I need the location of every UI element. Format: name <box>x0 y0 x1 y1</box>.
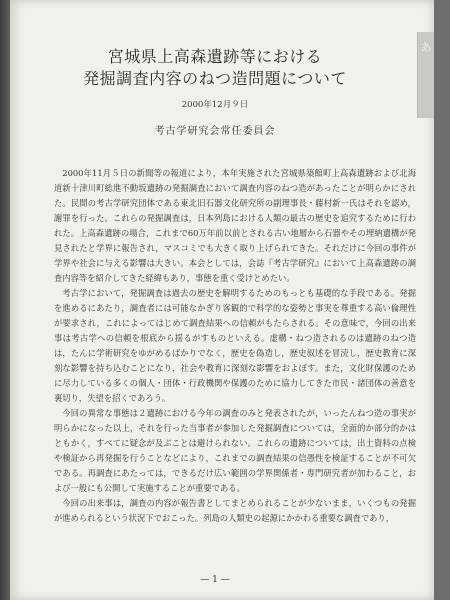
document-page <box>10 0 434 600</box>
document-body <box>54 166 416 526</box>
index-tab-label: あ <box>420 41 432 54</box>
page-number: — 1 — <box>200 575 230 585</box>
body-paragraph: 今回の異常な事態は２遺跡における今年の調査のみと発表されたが，いったんねつ造の事実が明らかになった以上，それを行った当事者が参加した発掘調査については，全面的か部分的かはともかく，すべてに疑念が及ぶことは避けられない。これらの遺跡については，出土資料の点検や検証から再発掘を行うことなどにより，これまでの調査結果の信憑性を検証することが不可欠である。再調査にあたっては，できるだけ広い範囲の学界関係者・専門研究者が加わること，および一般にも公開して実施することが重要である。 <box>54 408 416 493</box>
page-title-line-1: 宮城県上高森遺跡等における <box>107 47 323 66</box>
document-author: 考古学研究会常任委員会 <box>154 126 276 137</box>
body-paragraph: 2000年11月５日の新聞等の報道により，本年実施された宮城県築館町上高森遺跡および北海道新十津川町総進不動坂遺跡の発掘調査において調査内容のねつ造があったことが明らかにされた。民間の考古学研究団体である東北旧石器文化研究所の副理事長・藤村新一氏はそれを認め，謝罪を行った。これらの発掘調査は，日本列島における人類の最古の歴史を追究するために行われた。上高森遺跡の場合，これまで60万年前以前とされる古い地層から石器やその埋納遺構が発見されたと学界に報告され，マスコミでも大きく取り上げられてきた。それだけに今回の事件が学界や社会に与える影響は大きい。本会としては，会誌『考古学研究』において上高森遺跡の調査内容等を紹介してきた経緯もあり，事態を重く受けとめたい。 <box>54 168 416 283</box>
page-title-line-2: 発掘調査内容のねつ造問題について <box>83 69 347 88</box>
body-paragraph: 考古学において，発掘調査は過去の歴史を解明するためのもっとも基礎的な手段である。発掘を進めるにあたり，調査者には可能なかぎり客観的で科学的な姿勢と事実を尊重する高い倫理性が要求され，これによってはじめて調査結果への信頼がもたらされる。その意味で，今回の出来事は考古学への信頼を根底から揺るがすものといえる。虚構・ねつ造されるのは遺跡のねつ造は，たんに学術研究をゆがめるばかりでなく，歴史を偽造し，歴史叙述を冒涜し，歴史教育に深刻な影響を持ち込むことになり，社会や教育に深刻な影響をおよぼす。また，文化財保護のために尽力している多くの個人・団体・行政機関や保護のために協力してきた市民・諸団体の善意を裏切り，失望を招くであろう。 <box>54 288 416 403</box>
document-date: 2000年12月９日 <box>181 100 249 110</box>
body-paragraph: 今回の出来事は，調査の内容が報告書としてまとめられることが少ないまま，いくつもの発掘が進められるという状況下でおこった。列島の人類史の起源にかかわる重要な調査であり， <box>54 498 416 523</box>
